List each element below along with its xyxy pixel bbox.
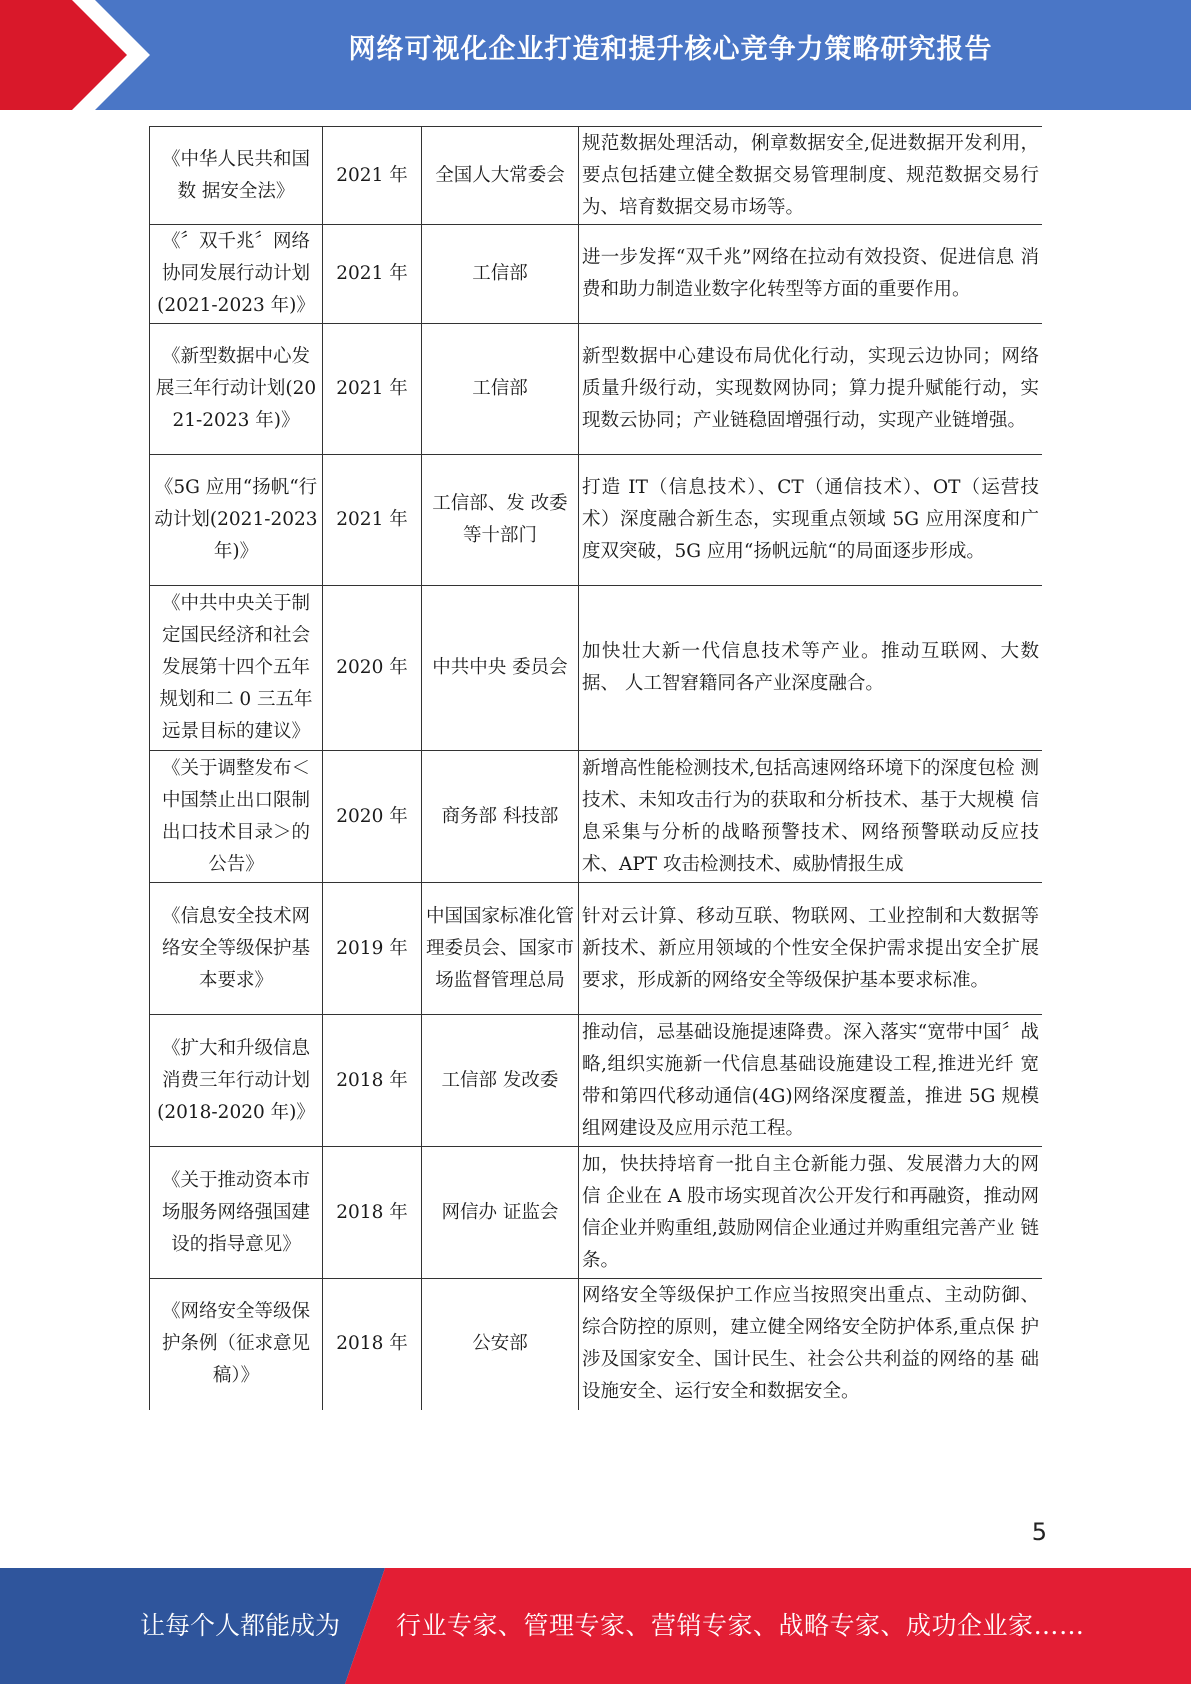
footer-slogan-right: 行业专家、管理专家、营销专家、战略专家、成功企业家……: [396, 1611, 1085, 1640]
table-row: [150, 1015, 1043, 1147]
table-row: [150, 455, 1043, 586]
policy-name-cell: 《5G 应用“扬帆“行动计划(2021-2023 年)》: [150, 455, 323, 586]
policy-year-cell: 2018 年: [323, 1279, 422, 1410]
policy-dept-cell: 全国人大常委会: [422, 127, 579, 225]
policy-name-cell: 《〞双千兆〞网络协同发展行动计划(2021-2023 年)》: [150, 225, 323, 324]
policy-dept-cell: 工信部: [422, 324, 579, 455]
policy-table: [149, 126, 1042, 1410]
policy-year-cell: 2020 年: [323, 751, 422, 883]
policy-desc-cell: 打造 IT（信息技术）、CT（通信技术）、OT（运营技术）深度融合新生态，实现重点领域 5G 应用深度和广度双突破，5G 应用“扬帆远航“的局面逐步形成。: [579, 455, 1043, 586]
policy-year-cell: 2019 年: [323, 883, 422, 1015]
policy-desc-cell: 针对云计算、移动互联、物联网、工业控制和大数据等 新技术、新应用领域的个性安全保护需求提出安全扩展 要求，形成新的网络安全等级保护基本要求标准。: [579, 883, 1043, 1015]
policy-year-cell: 2018 年: [323, 1015, 422, 1147]
policy-name-cell: 《关于调整发布＜中国禁止出口限制出口技术目录＞的公告》: [150, 751, 323, 883]
table-row: [150, 586, 1043, 751]
page-number: 5: [1031, 1518, 1047, 1546]
policy-dept-cell: 工信部、发 改委等十部门: [422, 455, 579, 586]
policy-year-cell: 2021 年: [323, 127, 422, 225]
report-title: 网络可视化企业打造和提升核心竞争力策略研究报告: [348, 34, 993, 65]
table-row: [150, 1279, 1043, 1410]
policy-dept-cell: 工信部 发改委: [422, 1015, 579, 1147]
policy-name-cell: 《扩大和升级信息消费三年行动计划(2018-2020 年)》: [150, 1015, 323, 1147]
policy-dept-cell: 中国国家标准化管理委员会、国家市场监督管理总局: [422, 883, 579, 1015]
policy-name-cell: 《网络安全等级保护条例（征求意见稿）》: [150, 1279, 323, 1410]
table-row: [150, 324, 1043, 455]
policy-name-cell: 《关于推动资本市场服务网络强国建设的指导意见》: [150, 1147, 323, 1279]
policy-dept-cell: 工信部: [422, 225, 579, 324]
page-header: [0, 0, 1191, 110]
policy-dept-cell: 中共中央 委员会: [422, 586, 579, 751]
policy-name-cell: 《中华人民共和国数 据安全法》: [150, 127, 323, 225]
policy-desc-cell: 进一步发挥“双千兆”网络在拉动有效投资、促进信息 消费和助力制造业数字化转型等方面的重要作用。: [579, 225, 1043, 324]
footer-slogan-left: 让每个人都能成为: [140, 1611, 341, 1640]
table-row: [150, 1147, 1043, 1279]
policy-name-cell: 《中共中央关于制定国民经济和社会发展第十四个五年规划和二 0 三五年远景目标的建议》: [150, 586, 323, 751]
table-row: [150, 127, 1043, 225]
table-row: [150, 883, 1043, 1015]
policy-year-cell: 2018 年: [323, 1147, 422, 1279]
policy-name-cell: 《信息安全技术网络安全等级保护基本要求》: [150, 883, 323, 1015]
page-footer: [0, 1568, 1191, 1684]
policy-desc-cell: 加快壮大新一代信息技术等产业。推动互联网、大数据、 人工智窘籍同各产业深度融合。: [579, 586, 1043, 751]
policy-year-cell: 2021 年: [323, 225, 422, 324]
policy-year-cell: 2021 年: [323, 324, 422, 455]
policy-year-cell: 2021 年: [323, 455, 422, 586]
policy-year-cell: 2020 年: [323, 586, 422, 751]
policy-desc-cell: 新增高性能检测技术,包括高速网络环境下的深度包检 测技术、未知攻击行为的获取和分析技术、基于大规模 信息采集与分析的战略预警技术、网络预警联动反应技 术、APT 攻击检测技术、威胁情报生成: [579, 751, 1043, 883]
policy-desc-cell: 加，快扶持培育一批自主仓新能力强、发展潜力大的网信 企业在 A 股市场实现首次公开发行和再融资，推动网 信企业并购重组,鼓励网信企业通过并购重组完善产业 链条。: [579, 1147, 1043, 1279]
policy-desc-cell: 网络安全等级保护工作应当按照突出重点、主动防御、 综合防控的原则，建立健全网络安全防护体系,重点保 护涉及国家安全、国计民生、社会公共利益的网络的基 础设施安全、运行安全和数据安全。: [579, 1279, 1043, 1410]
policy-name-cell: 《新型数据中心发展三年行动计划(2021-2023 年)》: [150, 324, 323, 455]
table-row: [150, 751, 1043, 883]
table-row: [150, 225, 1043, 324]
policy-desc-cell: 规范数据处理活动，俐章数据安全,促进数据开发利用， 要点包括建立健全数据交易管理制度、规范数据交易行 为、培育数据交易市场等。: [579, 127, 1043, 225]
policy-dept-cell: 网信办 证监会: [422, 1147, 579, 1279]
policy-dept-cell: 公安部: [422, 1279, 579, 1410]
policy-desc-cell: 推动信，忌基础设施提速降费。深入落实“宽带中国〞战 略,组织实施新一代信息基础设施建设工程,推进光纤 宽带和第四代移动通信(4G)网络深度覆盖，推进 5G 规模组网建设及应用示范工程。: [579, 1015, 1043, 1147]
policy-desc-cell: 新型数据中心建设布局优化行动，实现云边协同；网络 质量升级行动，实现数网协同；算力提升赋能行动，实 现数云协同；产业链稳固增强行动，实现产业链增强。: [579, 324, 1043, 455]
policy-dept-cell: 商务部 科技部: [422, 751, 579, 883]
